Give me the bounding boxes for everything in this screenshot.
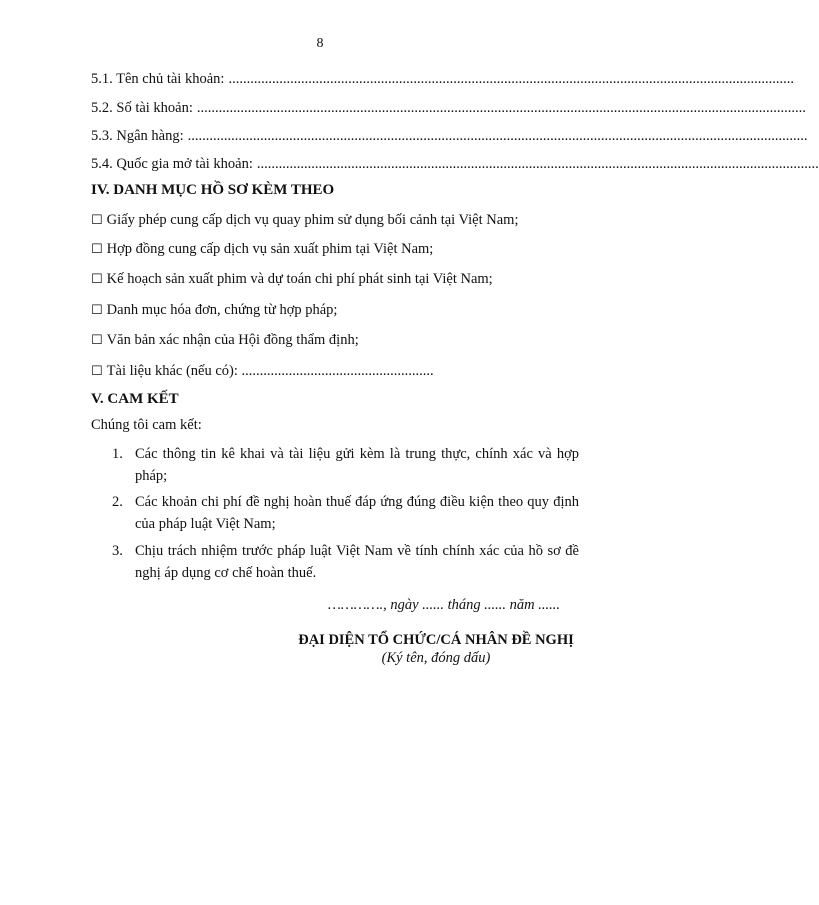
commitment-intro: Chúng tôi cam kết: xyxy=(91,417,202,433)
attachment-item-3 xyxy=(91,270,577,289)
checkbox-icon: ☐ xyxy=(91,364,103,379)
bank-field xyxy=(91,127,808,145)
field-dots: ........................................................................................................................................................................ xyxy=(196,100,806,116)
checkbox-icon: ☐ xyxy=(91,272,103,287)
checkbox-icon: ☐ xyxy=(91,303,103,318)
attachment-label: Tài liệu khác (nếu có): ..................................................... xyxy=(106,363,434,379)
attachment-label: Văn bản xác nhận của Hội đồng thẩm định; xyxy=(106,332,359,348)
field-dots: ............................................................................................................................................................ xyxy=(228,71,794,87)
account-number-field xyxy=(91,99,806,117)
commitment-text: Các thông tin kê khai và tài liệu gửi kèm là trung thực, chính xác và hợp pháp; xyxy=(135,446,579,484)
commitment-text: Các khoản chi phí đề nghị hoàn thuế đáp ứng đúng điều kiện theo quy định của pháp luật Việt Nam; xyxy=(135,494,579,532)
commitment-item-3 xyxy=(112,540,582,584)
checkbox-icon: ☐ xyxy=(91,213,103,228)
attachment-item-4 xyxy=(91,301,577,320)
checkbox-icon: ☐ xyxy=(91,333,103,348)
field-dots: ........................................................................................................................................................................... xyxy=(187,128,808,144)
signature-note: (Ký tên, đóng dấu) xyxy=(381,650,491,666)
commitment-number: 2. xyxy=(112,494,123,510)
field-label: 5.1. Tên chủ tài khoản: xyxy=(91,71,228,87)
commitment-text: Chịu trách nhiệm trước pháp luật Việt Nam về tính chính xác của hồ sơ đề nghị áp dụng cơ chế hoàn thuế. xyxy=(135,543,579,581)
field-dots: ........................................................................................................................................................... xyxy=(256,156,819,172)
section-iv-heading: IV. DANH MỤC HỒ SƠ KÈM THEO xyxy=(91,182,335,198)
attachment-item-5 xyxy=(91,331,577,350)
attachment-label: Kế hoạch sản xuất phim và dự toán chi phí phát sinh tại Việt Nam; xyxy=(106,271,493,287)
attachment-item-2 xyxy=(91,240,577,259)
attachment-item-6 xyxy=(91,362,577,381)
commitment-item-1 xyxy=(112,443,582,487)
page-number: 8 xyxy=(316,36,324,51)
signature-title: ĐẠI DIỆN TỔ CHỨC/CÁ NHÂN ĐỀ NGHỊ xyxy=(298,632,574,648)
field-label: 5.3. Ngân hàng: xyxy=(91,128,188,144)
checkbox-icon: ☐ xyxy=(91,242,103,257)
field-label: 5.2. Số tài khoản: xyxy=(91,100,197,116)
attachment-label: Danh mục hóa đơn, chứng từ hợp pháp; xyxy=(106,302,338,318)
field-label: 5.4. Quốc gia mở tài khoản: xyxy=(91,156,257,172)
section-v-heading: V. CAM KẾT xyxy=(91,391,179,407)
commitment-number: 3. xyxy=(112,543,123,559)
date-line: …………., ngày ...... tháng ...... năm ...... xyxy=(327,597,560,613)
attachment-item-1 xyxy=(91,211,577,230)
account-country-field xyxy=(91,155,819,173)
attachment-label: Hợp đồng cung cấp dịch vụ sản xuất phim tại Việt Nam; xyxy=(106,241,434,257)
commitment-number: 1. xyxy=(112,446,123,462)
attachment-label: Giấy phép cung cấp dịch vụ quay phim sử dụng bối cảnh tại Việt Nam; xyxy=(106,212,519,228)
account-holder-field xyxy=(91,70,794,88)
commitment-item-2 xyxy=(112,491,582,535)
